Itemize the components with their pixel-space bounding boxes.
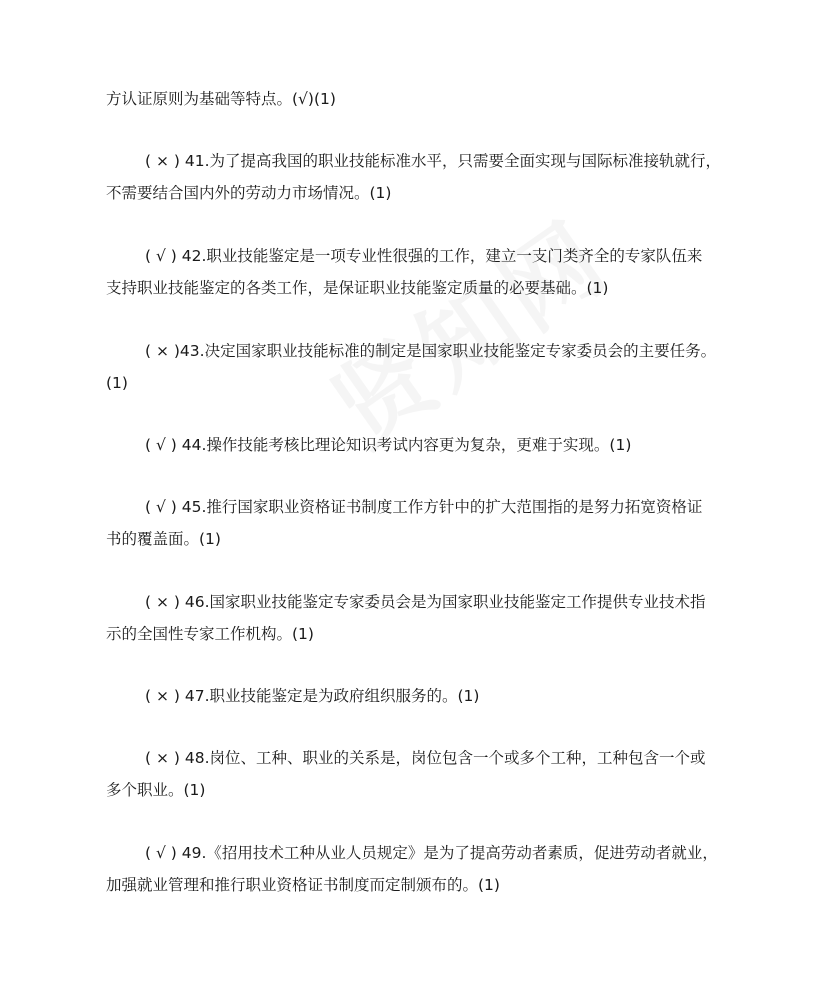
- question-45-line-1: ( √ ) 45.推行国家职业资格证书制度工作方针中的扩大范围指的是努力拓宽资格证: [145, 498, 703, 516]
- question-42-line-2: 支持职业技能鉴定的各类工作，是保证职业技能鉴定质量的必要基础。(1): [106, 279, 609, 297]
- question-47-line-1: ( × ) 47.职业技能鉴定是为政府组织服务的。(1): [145, 687, 480, 705]
- question-46-line-1: ( × ) 46.国家职业技能鉴定专家委员会是为国家职业技能鉴定工作提供专业技术指: [145, 593, 706, 611]
- question-49-line-2: 加强就业管理和推行职业资格证书制度而定制颁布的。(1): [106, 876, 500, 894]
- question-43-line-2: (1): [106, 374, 128, 392]
- question-41-line-2: 不需要结合国内外的劳动力市场情况。(1): [106, 184, 392, 202]
- question-42-line-1: ( √ ) 42.职业技能鉴定是一项专业性很强的工作，建立一支门类齐全的专家队伍来: [145, 247, 703, 265]
- question-45-line-2: 书的覆盖面。(1): [106, 530, 221, 548]
- watermark-text: [313, 201, 628, 468]
- question-48-line-1: ( × ) 48.岗位、工种、职业的关系是，岗位包含一个或多个工种，工种包含一个或: [145, 749, 706, 767]
- question-44-line-1: ( √ ) 44.操作技能考核比理论知识考试内容更为复杂，更难于实现。(1): [145, 436, 632, 454]
- question-41-line-1: ( × ) 41.为了提高我国的职业技能标准水平，只需要全面实现与国际标准接轨就行，: [145, 152, 722, 170]
- question-49-line-1: ( √ ) 49.《招用技术工种从业人员规定》是为了提高劳动者素质，促进劳动者就业，: [145, 844, 718, 862]
- question-48-line-2: 多个职业。(1): [106, 781, 206, 799]
- question-46-line-2: 示的全国性专家工作机构。(1): [106, 625, 314, 643]
- text-line-0: 方认证原则为基础等特点。(√)(1): [106, 90, 336, 108]
- question-43-line-1: ( × )43.决定国家职业技能标准的制定是国家职业技能鉴定专家委员会的主要任务。: [145, 342, 717, 360]
